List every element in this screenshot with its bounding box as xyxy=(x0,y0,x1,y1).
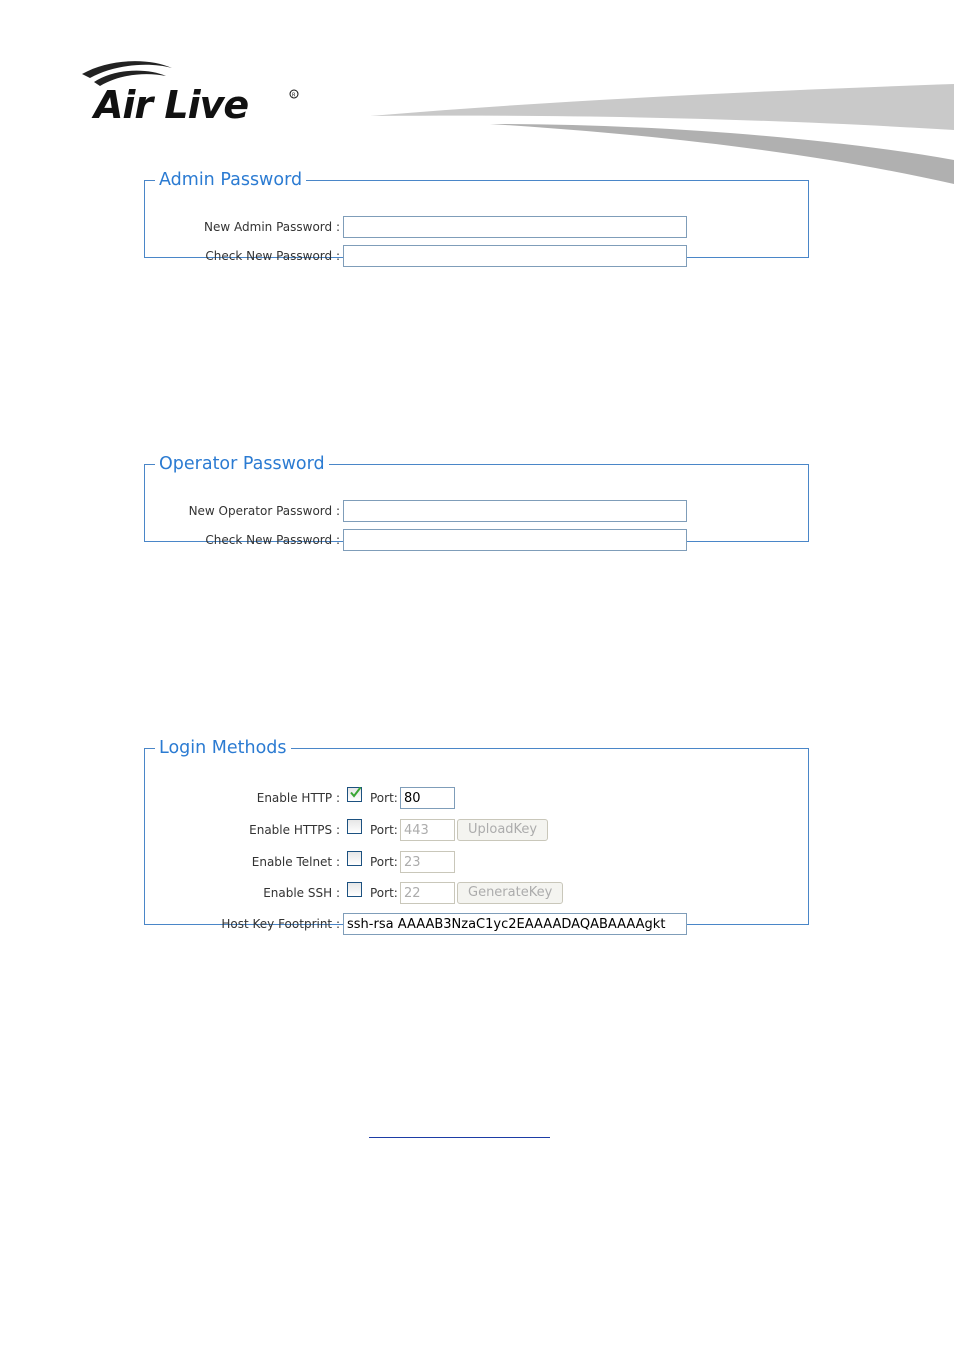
https-port-input[interactable] xyxy=(400,819,455,841)
admin-check-password-label: Check New Password : xyxy=(205,249,340,263)
admin-check-password-row xyxy=(145,245,808,269)
login-methods-legend: Login Methods xyxy=(159,738,287,758)
hyperlink-underline[interactable] xyxy=(369,1137,550,1138)
ssh-row xyxy=(145,882,808,906)
enable-https-checkbox[interactable] xyxy=(347,819,362,834)
http-port-label: Port: xyxy=(370,791,398,805)
generate-key-button[interactable]: GenerateKey xyxy=(457,882,563,904)
telnet-port-input[interactable] xyxy=(400,851,455,873)
enable-https-label: Enable HTTPS : xyxy=(249,823,340,837)
host-key-label: Host Key Footprint : xyxy=(221,917,340,931)
operator-password-panel xyxy=(144,454,809,547)
admin-new-password-row xyxy=(145,216,808,240)
admin-new-password-input[interactable] xyxy=(343,216,687,238)
ssh-port-input[interactable] xyxy=(400,882,455,904)
ssh-port-label: Port: xyxy=(370,886,398,900)
svg-text:R: R xyxy=(292,92,296,99)
http-row xyxy=(145,787,808,811)
svg-text:Air Live: Air Live xyxy=(94,83,249,126)
enable-ssh-label: Enable SSH : xyxy=(263,886,340,900)
enable-ssh-checkbox[interactable] xyxy=(347,882,362,897)
http-port-input[interactable] xyxy=(400,787,455,809)
admin-password-legend: Admin Password xyxy=(159,170,303,190)
host-key-input[interactable] xyxy=(343,913,687,935)
operator-check-password-input[interactable] xyxy=(343,529,687,551)
operator-password-legend: Operator Password xyxy=(159,454,325,474)
enable-http-label: Enable HTTP : xyxy=(256,791,340,805)
https-port-label: Port: xyxy=(370,823,398,837)
host-key-row xyxy=(145,913,808,937)
operator-new-password-row xyxy=(145,500,808,524)
https-row xyxy=(145,819,808,843)
airlive-logo xyxy=(80,56,310,126)
enable-telnet-checkbox[interactable] xyxy=(347,851,362,866)
enable-telnet-label: Enable Telnet : xyxy=(251,855,340,869)
operator-new-password-input[interactable] xyxy=(343,500,687,522)
telnet-port-label: Port: xyxy=(370,855,398,869)
operator-check-password-label: Check New Password : xyxy=(205,533,340,547)
admin-check-password-input[interactable] xyxy=(343,245,687,267)
enable-http-checkbox[interactable] xyxy=(347,787,362,802)
login-methods-panel xyxy=(144,738,809,931)
telnet-row xyxy=(145,851,808,875)
operator-new-password-label: New Operator Password : xyxy=(188,504,340,518)
admin-new-password-label: New Admin Password : xyxy=(204,220,340,234)
admin-password-panel xyxy=(144,170,809,263)
operator-check-password-row xyxy=(145,529,808,553)
upload-key-button[interactable]: UploadKey xyxy=(457,819,548,841)
checkmark-icon xyxy=(349,786,362,799)
